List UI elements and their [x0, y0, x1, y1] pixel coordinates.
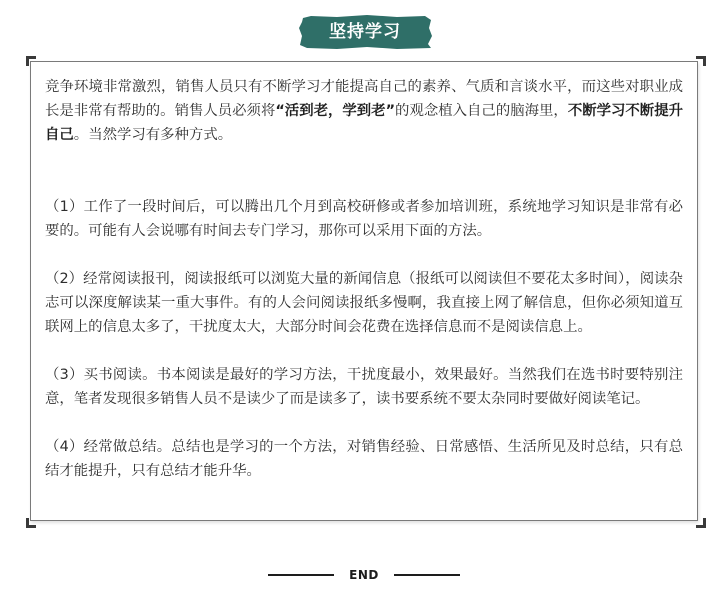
intro-text-e: 。当然学习有多种方式。: [73, 127, 233, 143]
intro-quote: “活到老，学到老”: [275, 103, 396, 119]
intro-text-c: 的观念植入自己的脑海里，: [395, 103, 568, 119]
end-footer: [268, 566, 460, 584]
title-banner: [297, 14, 433, 50]
intro-emphasis: 不断学习不断提升自己: [45, 103, 683, 143]
method-paragraph-3: （3）买书阅读。书本阅读是最好的学习方法，干扰度最小，效果最好。当然我们在选书时要特别注意，笔者发现很多销售人员不是读少了而是读多了，读书要系统不要太杂同时要做好阅读笔记。: [45, 367, 683, 407]
page-title: 坚持学习: [329, 22, 401, 42]
end-divider-left: [268, 574, 334, 576]
end-divider-right: [394, 574, 460, 576]
end-label: END: [349, 568, 379, 582]
method-paragraph-2: （2）经常阅读报刊，阅读报纸可以浏览大量的新闻信息（报纸可以阅读但不要花太多时间），阅读杂志可以深度解读某一重大事件。有的人会问阅读报纸多慢啊，我直接上网了解信息，但你必须知道互联网上的信息太多了，干扰度太大，大部分时间会花费在选择信息而不是阅读信息上。: [45, 271, 683, 335]
intro-text-a: 竞争环境非常激烈，销售人员只有不断学习才能提高自己的素养、气质和言谈水平，而这些对职业成长是非常有帮助的。销售人员必须将: [45, 79, 683, 119]
method-paragraph-1: （1）工作了一段时间后，可以腾出几个月到高校研修或者参加培训班，系统地学习知识是非常有必要的。可能有人会说哪有时间去专门学习，那你可以采用下面的方法。: [45, 199, 683, 239]
intro-paragraph: [45, 75, 683, 147]
article-box: [30, 61, 698, 521]
method-paragraph-4: （4）经常做总结。总结也是学习的一个方法，对销售经验、日常感悟、生活所见及时总结，只有总结才能提升，只有总结才能升华。: [45, 439, 683, 479]
